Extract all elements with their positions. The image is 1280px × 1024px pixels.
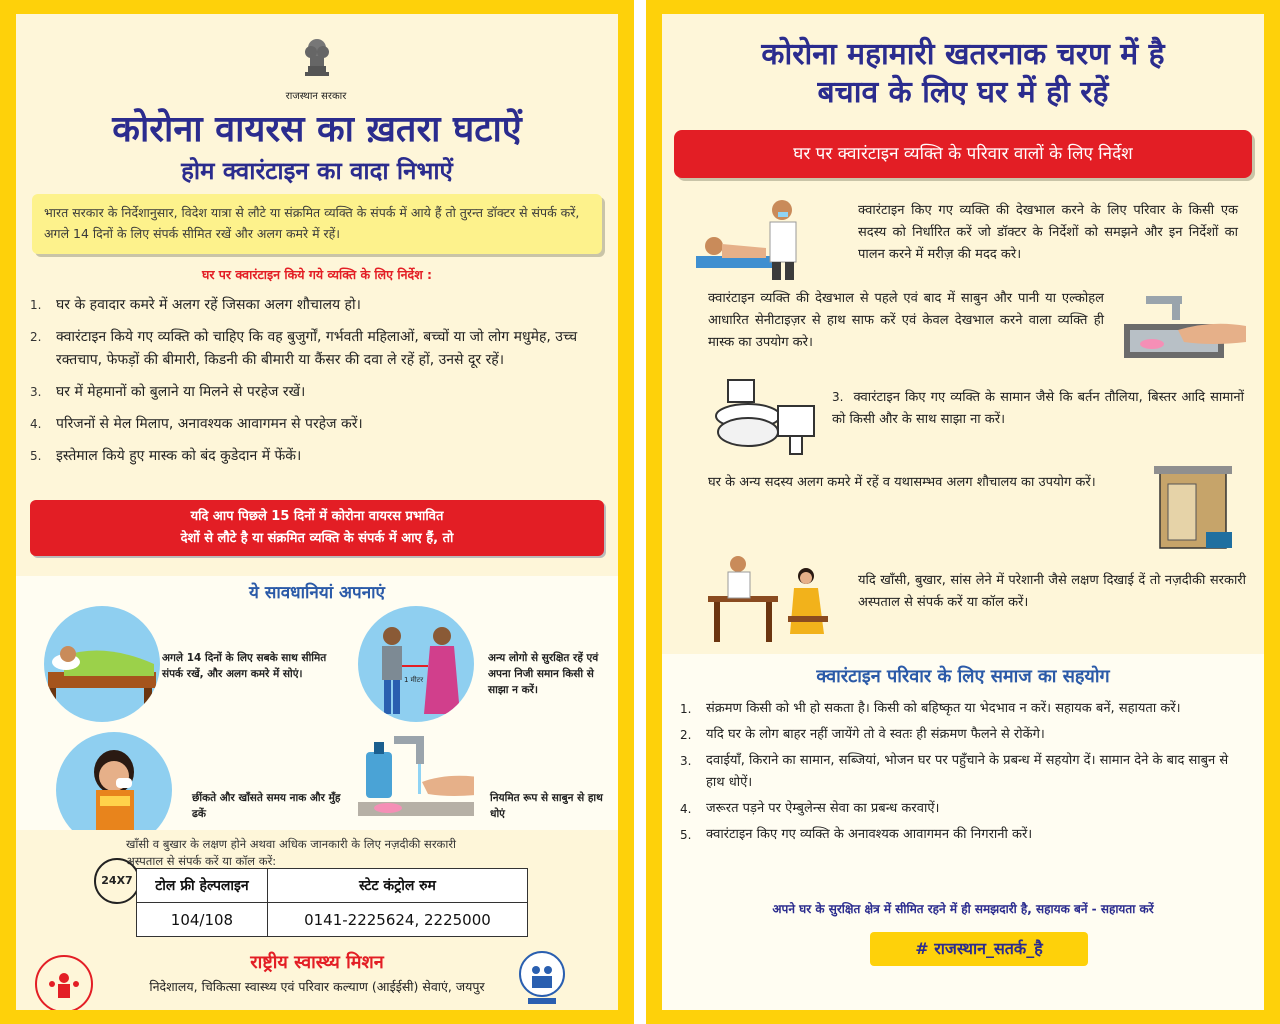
direction-3: 3. क्वारंटाइन किए गए व्यक्ति के सामान जैसे कि बर्तन तौलिया, बिस्तर आदि सामानों को किसी और के साथ साझा ना करें। — [832, 390, 1244, 427]
mission-name: राष्ट्रीय स्वास्थ्य मिशन — [250, 952, 384, 973]
right-poster — [646, 0, 1280, 1024]
right-title-line-1: कोरोना महामारी खतरनाक चरण में है — [761, 37, 1165, 72]
table-row — [137, 903, 528, 937]
list-item: 3. दवाईयाँ, किराने का सामान, सब्जियां, भोजन घर पर पहुँचाने के प्रबन्ध में सहयोग दें। सामान देने के बाद साबुन से हाथ धोऐं। — [680, 753, 1229, 790]
direction-5: यदि खाँसी, बुखार, सांस लेने में परेशानी जैसे लक्षण दिखाई दें तो नज़दीकी सरकारी अस्पताल से संपर्क करें या कॉल करें। — [858, 573, 1246, 610]
table-row — [137, 869, 528, 903]
toilet-illustration — [1154, 462, 1238, 552]
list-item: 1. संक्रमण किसी को भी हो सकता है। किसी को बहिष्कृत या भेदभाव न करें। सहायक बनें, सहायता करें। — [680, 701, 1181, 716]
family-directions-banner: घर पर क्वारंटाइन व्यक्ति के परिवार वालों के लिए निर्देश — [674, 130, 1252, 178]
tip-limit-contact: अगले 14 दिनों के लिए सबके साथ सीमित संपर्क रखें, और अलग कमरे में सोएं। — [162, 652, 327, 680]
alert-banner — [30, 500, 604, 556]
alert-line-2: देशों से लौटे है या संक्रमित व्यक्ति के संपर्क में आए हैं, तो — [180, 531, 454, 546]
instructions-list — [30, 294, 610, 477]
helpline-header: टोल फ्री हेल्पलाइन — [137, 869, 268, 903]
helpline-number[interactable]: 104/108 — [137, 903, 268, 937]
direction-1: क्वारंटाइन किए गए व्यक्ति की देखभाल करने के लिए परिवार के किसी एक सदस्य को निर्धारित करें जो डॉक्टर के निर्देशों को समझने और इन निर्देशों का पालन करने में मरीज़ की मदद करे। — [858, 203, 1238, 262]
tip-stay-safe: अन्य लोगो से सुरक्षित रहें एवं अपना निजी समान किसी से साझा न करें। — [488, 652, 599, 696]
helpline-table — [136, 868, 528, 937]
illustration-person-resting — [44, 606, 160, 722]
support-title: क्वारंटाइन परिवार के लिए समाज का सहयोग — [816, 666, 1110, 687]
list-item: 5. इस्तेमाल किये हुए मास्क को बंद कुडेदान में फेंकें। — [30, 448, 302, 464]
community-support-section — [662, 654, 1264, 1010]
page-title: कोरोना वायरस का ख़तरा घटाऐं — [112, 109, 522, 150]
control-room-header: स्टेट कंट्रोल रुम — [267, 869, 527, 903]
handwash-illustration — [1116, 294, 1246, 364]
footer-message: अपने घर के सुरक्षित क्षेत्र में सीमित रहने में ही समझदारी है, सहायक बनें - सहायता करें — [772, 902, 1154, 916]
hashtag-badge: # राजस्थान_सतर्क_है — [870, 932, 1088, 966]
illustration-social-distance — [358, 606, 474, 722]
emblem-caption: राजस्थान सरकार — [285, 91, 347, 102]
precautions-section — [16, 576, 618, 830]
list-item: 1. घर के हवादार कमरे में अलग रहें जिसका अलग शौचालय हो। — [30, 297, 361, 313]
helpline-note: खाँसी व बुखार के लक्षण होने अथवा अधिक जानकारी के लिए नज़दीकी सरकारी अस्पताल से संपर्क करें या कॉल करें: — [126, 837, 457, 868]
alert-line-1: यदि आप पिछले 15 दिनों में कोरोना वायरस प्रभावित — [190, 509, 444, 524]
24x7-clock-icon: 24X7 — [94, 858, 140, 904]
control-room-number[interactable]: 0141-2225624, 2225000 — [267, 903, 527, 937]
doctor-consult-illustration — [708, 554, 838, 642]
list-item: 2. क्वारंटाइन किये गए व्यक्ति को चाहिए कि वह बुजुर्गों, गर्भवती महिलाओं, बच्चों या जो लोग मधुमेह, उच्च रक्तचाप, फेफड़ों की बीमारी, किडनी की बीमारी या कैंसर की दवा ले रहें हों, उनसे दूर रहें। — [30, 329, 578, 368]
tip-wash-hands: नियमित रूप से साबुन से हाथ धोएं — [490, 792, 603, 820]
nhm-logo-icon — [34, 954, 94, 1010]
list-item: 4. जरूरत पड़ने पर ऐम्बुलेन्स सेवा का प्रबन्ध करवाऐं। — [680, 801, 940, 816]
list-item: 4. परिजनों से मेल मिलाप, अनावश्यक आवागमन से परहेज करें। — [30, 416, 363, 432]
left-poster — [0, 0, 634, 1024]
state-emblem-icon — [300, 32, 334, 80]
directorate-name: निदेशालय, चिकित्सा स्वास्थ्य एवं परिवार कल्याण (आईईसी) सेवाएं, जयपुर — [149, 979, 485, 994]
advisory-notice: भारत सरकार के निर्देशानुसार, विदेश यात्रा से लौटे या संक्रमित व्यक्ति के संपर्क में आये हैं तो तुरन्त डॉक्टर से संपर्क करें, अगले 14 दिनों के लिए संपर्क सीमित रखें और अलग कमरे में रहें। — [32, 194, 602, 254]
helpline-section — [16, 830, 618, 1010]
list-item: 2. यदि घर के लोग बाहर नहीं जायेंगे तो वे स्वतः ही संक्रमण फैलने से रोकेंगे। — [680, 727, 1045, 742]
list-item: 3. घर में मेहमानों को बुलाने या मिलने से परहेज रखें। — [30, 384, 306, 400]
bed-rest-icon — [44, 606, 160, 722]
health-dept-logo-icon — [516, 948, 568, 1008]
support-list — [680, 698, 1240, 850]
direction-2: क्वारंटाइन व्यक्ति की देखभाल से पहले एवं बाद में साबुन और पानी या एल्कोहल आधारित सेनीटाइज़र से हाथ साफ करें एवं केवल देखभाल करने वाला व्यक्ति ही मास्क का उपयोग करे। — [708, 291, 1104, 350]
distance-label: 1 मीटर — [404, 676, 424, 684]
right-title-line-2: बचाव के लिए घर में ही रहें — [817, 75, 1109, 110]
caregiver-illustration — [696, 192, 826, 280]
utensils-illustration — [708, 376, 820, 458]
tip-cover-face: छींकते और खाँसते समय नाक और मुँह ढकें — [192, 792, 341, 820]
list-item: 5. क्वारंटाइन किए गए व्यक्ति के अनावश्यक आवागमन की निगरानी करें। — [680, 827, 1033, 842]
left-poster-body — [16, 14, 618, 1010]
right-poster-body — [662, 14, 1264, 1010]
social-distance-icon — [358, 606, 474, 722]
precautions-title: ये सावधानियां अपनाएं — [249, 583, 385, 603]
page-subtitle: होम क्वारंटाइन का वादा निभाऐं — [181, 157, 453, 185]
wash-hands-icon — [358, 732, 474, 832]
direction-4: घर के अन्य सदस्य अलग कमरे में रहें व यथासम्भव अलग शौचालय का उपयोग करें। — [708, 475, 1096, 490]
right-title — [662, 36, 1264, 112]
instructions-heading: घर पर क्वारंटाइन किये गये व्यक्ति के लिए निर्देश : — [201, 267, 433, 282]
